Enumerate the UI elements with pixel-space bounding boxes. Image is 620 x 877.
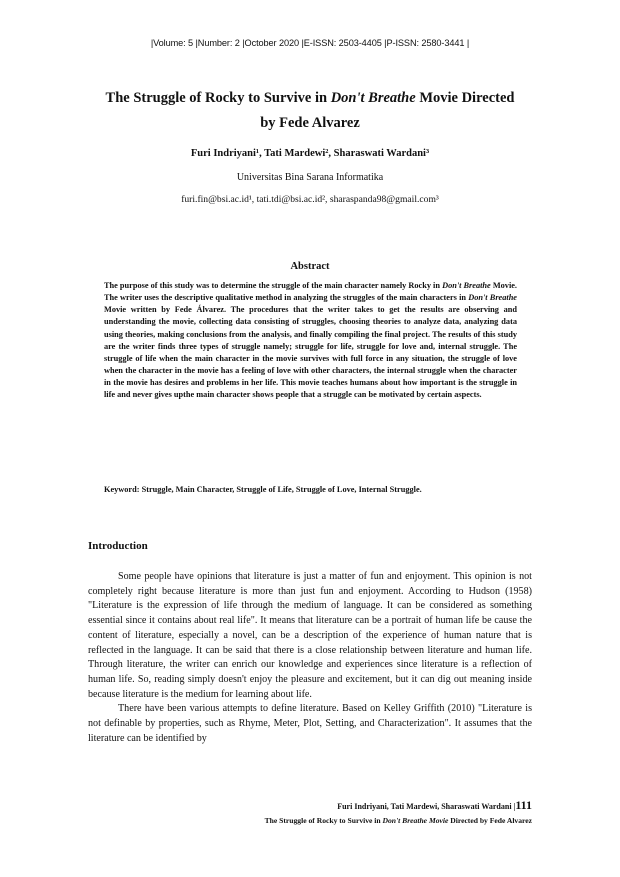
footer-title [265,816,532,825]
affiliation: Universitas Bina Sarana Informatika [236,172,384,183]
footer-title-italic: Don't Breathe Movie [382,816,449,825]
page-number: 111 [515,798,532,812]
footer-authors [337,798,532,813]
abstract-i1: Don't Breathe [442,281,491,290]
author-list: Furi Indriyani¹, Tati Mardewi², Sharaswati Wardani³ [190,148,430,159]
introduction-body [88,570,532,746]
abstract-heading: Abstract [290,261,330,272]
footer-title-t1: The Struggle of Rocky to Survive in [264,816,383,825]
paragraph: Some people have opinions that literature is just a matter of fun and enjoyment. This opinion is not completely right because literature is more than just fun and enjoyment. According to Hudson (1958) "Literature is the expression of life through the medium of language. It can be considered as something essential since it contains about real life". It means that literature can be a portrait of human life be cause the content of literature, especially a novel, can be a description of the experience of human nature that is reflected in the language. It can be said that there is a close relationship between literature and human life. Through literature, the writer can enrich our knowledge and experiences since literature is a reflection of human life. So, reading simply doesn't enjoy the pleasure and excitement, but it can dig out meaning inside because literature is the medium for learning about life. [88,571,532,700]
abstract-t2: Movie. The writer uses the descriptive qualitative method in analyzing the struggles of the main characters in [104,281,518,303]
abstract-t1: The purpose of this study was to determine the struggle of the main character namely Rocky in [104,281,443,290]
paragraph: There have been various attempts to define literature. Based on Kelley Griffith (2010) "Literature is not definable by properties, such as Rhyme, Meter, Plot, Setting, and Characterization". It assumes that the literature can be identified by [88,703,532,744]
keywords-text: Struggle, Main Character, Struggle of Life, Struggle of Love, Internal Struggle. [139,485,422,494]
footer-authors-text: Furi Indriyani, Tati Mardewi, Sharaswati Wardani | [337,802,516,811]
introduction-heading: Introduction [88,540,148,552]
author-emails: furi.fin@bsi.ac.id¹, tati.tdi@bsi.ac.id², sharaspanda98@gmail.com³ [181,194,439,205]
title-part2: Movie Directed [415,90,515,106]
keywords-label: Keyword: [104,485,140,494]
abstract-t3: Movie written by Fede Álvarez. The procedures that the writer takes to get the results are observing and understanding the movie, collecting data consisting of struggles, choosing theories to analyze data, analyzing data using theories, making conclusions from the analysis, and finally compiling the final project. The results of this study are the writer finds three types of struggle namely; struggle for life, struggle for love and, internal struggle. The struggle of life when the main character in the movie survives with full force in any situation, the struggle of love when the character in the movie has a feeling of love with other characters, the internal struggle when the character in the movie has desires and problems in her life. This movie teaches humans about how important is the struggle in life and never gives upthe main character shows people that a struggle can be motivated by certain aspects. [104,305,517,400]
footer-title-t2: Directed by Fede Alvarez [448,816,532,825]
title-part1: The Struggle of Rocky to Survive in [105,90,331,106]
paper-title [40,86,580,136]
journal-header: |Volume: 5 |Number: 2 |October 2020 |E-ISSN: 2503-4405 |P-ISSN: 2580-3441 | [150,38,470,48]
keywords [104,484,517,496]
title-line2: by Fede Alvarez [260,115,360,131]
abstract-text [104,280,517,402]
title-italic: Don't Breathe [330,90,416,106]
abstract-i2: Don't Breathe [468,293,517,303]
